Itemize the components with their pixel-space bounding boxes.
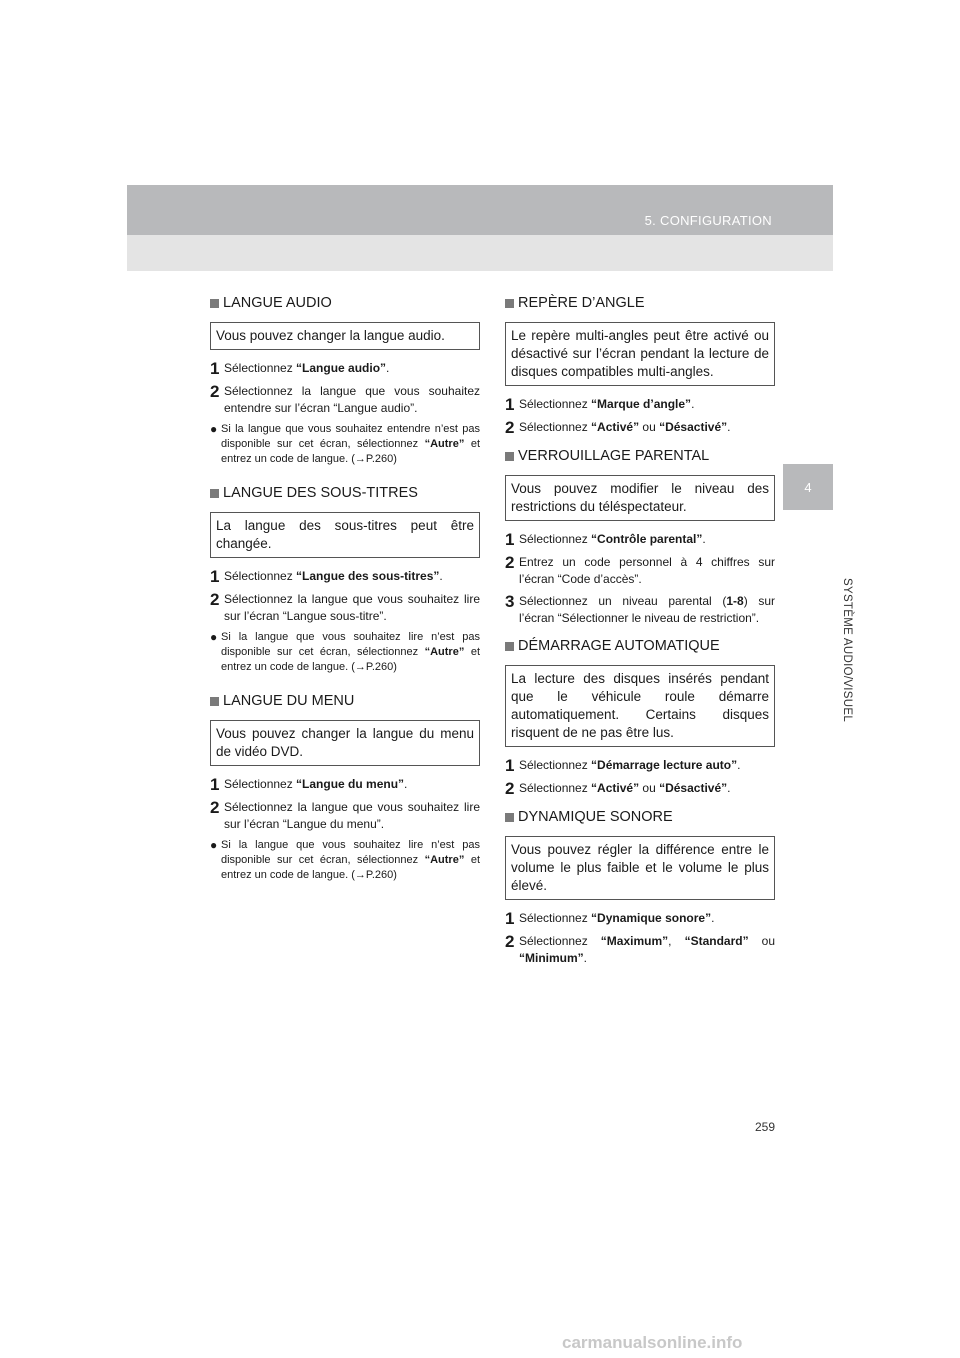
- square-bullet-icon: [505, 452, 514, 461]
- note-bullet: ● Si la langue que vous souhaitez lire n’est pas disponible sur cet écran, sélectionnez “Autre” et entrez un code de langue. (→P.260): [210, 838, 480, 881]
- section-heading: LANGUE DU MENU: [210, 693, 480, 709]
- section-heading: REPÈRE D’ANGLE: [505, 295, 775, 311]
- step: 2 Sélectionnez “Activé” ou “Désactivé”.: [505, 779, 731, 798]
- section-heading: DÉMARRAGE AUTOMATIQUE: [505, 638, 775, 654]
- bullet-dot-icon: ●: [210, 422, 218, 436]
- step: 1 Sélectionnez “Démarrage lecture auto”.: [505, 756, 741, 775]
- info-box: Vous pouvez changer la langue audio.: [210, 322, 480, 350]
- step: 2 Sélectionnez la langue que vous souhaitez lire sur l’écran “Langue sous-titre”.: [210, 590, 480, 623]
- info-box: Vous pouvez changer la langue du menu de vidéo DVD.: [210, 720, 480, 766]
- header-subband: [127, 235, 833, 271]
- step: 1 Sélectionnez “Langue du menu”.: [210, 775, 408, 794]
- left-column: [210, 295, 480, 895]
- side-tab-number: 4: [783, 464, 833, 510]
- step: 1 Sélectionnez “Marque d’angle”.: [505, 395, 695, 414]
- step: 2 Sélectionnez la langue que vous souhaitez lire sur l’écran “Langue du menu”.: [210, 798, 480, 831]
- chapter-title: 5. CONFIGURATION: [644, 213, 772, 228]
- bullet-dot-icon: ●: [210, 630, 218, 644]
- section-heading: VERROUILLAGE PARENTAL: [505, 448, 775, 464]
- note-bullet: ● Si la langue que vous souhaitez lire n’est pas disponible sur cet écran, sélectionnez “Autre” et entrez un code de langue. (→P.260): [210, 630, 480, 673]
- step: 1 Sélectionnez “Langue des sous-titres”.: [210, 567, 443, 586]
- info-box: La langue des sous-titres peut être changée.: [210, 512, 480, 558]
- square-bullet-icon: [210, 489, 219, 498]
- bullet-dot-icon: ●: [210, 838, 218, 852]
- side-tab-title: SYSTÈME AUDIO/VISUEL: [841, 578, 853, 723]
- section-heading: LANGUE AUDIO: [210, 295, 480, 311]
- step: 1 Sélectionnez “Langue audio”.: [210, 359, 390, 378]
- info-box: Vous pouvez régler la différence entre le volume le plus faible et le volume le plus élevé.: [505, 836, 775, 900]
- square-bullet-icon: [210, 697, 219, 706]
- square-bullet-icon: [210, 299, 219, 308]
- step: 2 Sélectionnez “Activé” ou “Désactivé”.: [505, 418, 731, 437]
- section-heading: DYNAMIQUE SONORE: [505, 809, 775, 825]
- step: 2 Sélectionnez “Maximum”, “Standard” ou “Minimum”.: [505, 932, 776, 965]
- right-column: [505, 295, 775, 972]
- info-box: Vous pouvez modifier le niveau des restrictions du téléspectateur.: [505, 475, 775, 521]
- note-bullet: ● Si la langue que vous souhaitez entendre n’est pas disponible sur cet écran, sélectionnez “Autre” et entrez un code de langue. (→P.260): [210, 422, 480, 465]
- step: 1 Sélectionnez “Contrôle parental”.: [505, 530, 706, 549]
- step: 3 Sélectionnez un niveau parental (1-8) sur l’écran “Sélectionner le niveau de restriction”.: [505, 592, 776, 625]
- step: 2 Entrez un code personnel à 4 chiffres sur l’écran “Code d’accès”.: [505, 553, 775, 586]
- square-bullet-icon: [505, 813, 514, 822]
- info-box: La lecture des disques insérés pendant que le véhicule roule démarre automatiquement. Certains disques risquent de ne pas être lus.: [505, 665, 775, 747]
- section-heading: LANGUE DES SOUS-TITRES: [210, 485, 480, 501]
- watermark: carmanualsonline.info: [562, 1333, 743, 1352]
- square-bullet-icon: [505, 299, 514, 308]
- page-number: 259: [754, 1120, 775, 1134]
- info-box: Le repère multi-angles peut être activé ou désactivé sur l’écran pendant la lecture de disques compatibles multi-angles.: [505, 322, 775, 386]
- square-bullet-icon: [505, 642, 514, 651]
- step: 2 Sélectionnez la langue que vous souhaitez entendre sur l’écran “Langue audio”.: [210, 382, 480, 415]
- step: 1 Sélectionnez “Dynamique sonore”.: [505, 909, 715, 928]
